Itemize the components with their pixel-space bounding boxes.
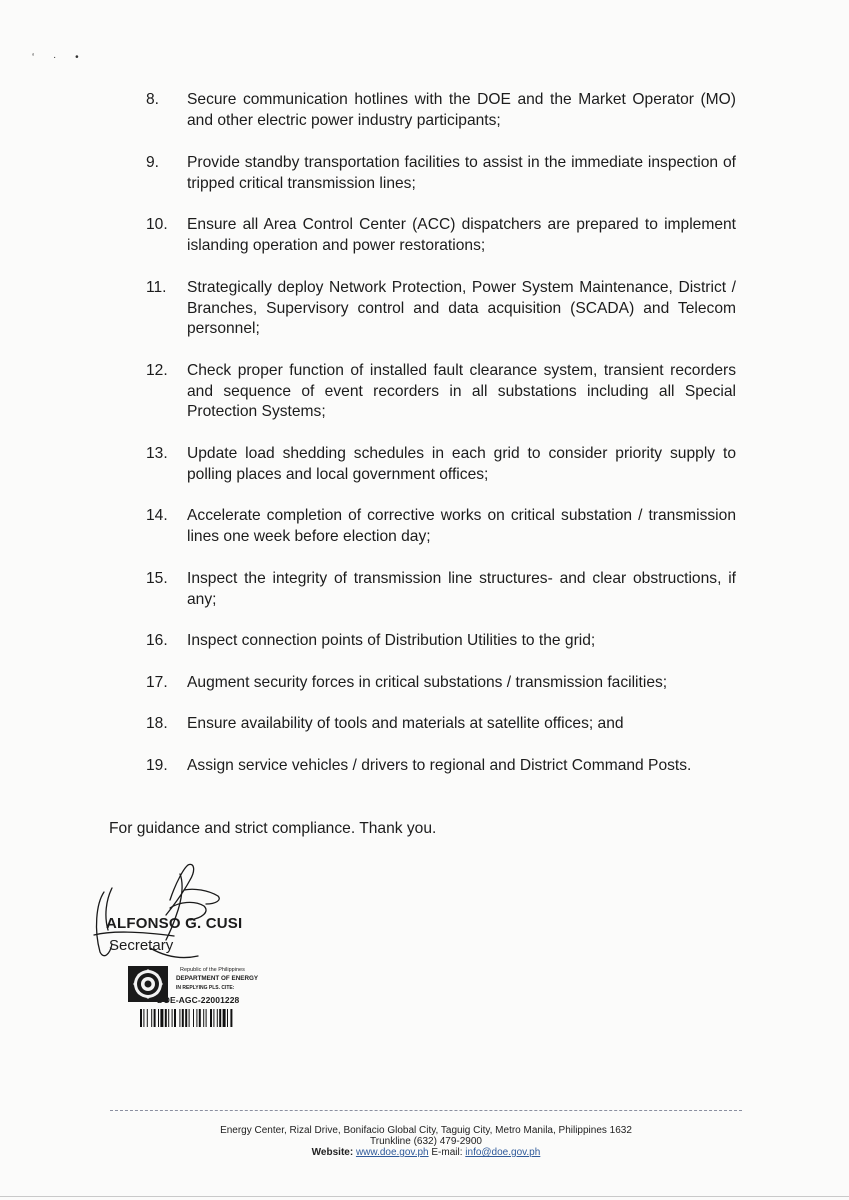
item-number: 16. [146, 632, 168, 649]
item-number: 8. [146, 91, 160, 108]
scan-bottom-edge [0, 1196, 849, 1197]
item-number: 18. [146, 715, 168, 732]
item-text: Update load shedding schedules in each grid to consider priority supply to polling places and local government offices; [187, 445, 736, 483]
list-item [146, 756, 736, 777]
email-link[interactable]: info@doe.gov.ph [465, 1147, 541, 1158]
footer-contact [110, 1147, 742, 1158]
signatory-name: ALFONSO G. CUSI [106, 915, 243, 932]
stamp-department-text: DEPARTMENT OF ENERGY [176, 975, 259, 982]
item-text: Ensure all Area Control Center (ACC) dispatchers are prepared to implement islanding operation and power restorations; [187, 216, 736, 254]
list-item [146, 631, 736, 652]
scan-artifact-marks: ‘ · • [32, 52, 87, 63]
item-text: Provide standby transportation facilities to assist in the immediate inspection of tripped critical transmission lines; [187, 154, 736, 192]
footer [110, 1125, 742, 1158]
signatory-title: Secretary [109, 937, 174, 954]
email-label: E-mail: [431, 1147, 463, 1158]
list-item [146, 673, 736, 694]
footer-address: Energy Center, Rizal Drive, Bonifacio Global City, Taguig City, Metro Manila, Philippines 1632 [220, 1125, 632, 1136]
item-text: Accelerate completion of corrective works on critical substation / transmission lines one week before election day; [187, 507, 736, 545]
footer-trunkline: Trunkline (632) 479-2900 [370, 1136, 482, 1147]
list-item [146, 90, 736, 131]
list-item [146, 506, 736, 547]
item-text: Assign service vehicles / drivers to regional and District Command Posts. [187, 757, 692, 774]
website-label: Website: [311, 1147, 354, 1158]
item-number: 17. [146, 674, 168, 691]
item-text: Strategically deploy Network Protection, Power System Maintenance, District / Branches, Supervisory control and data acquisition (SCADA) and Telecom personnel; [187, 279, 736, 338]
item-number: 12. [146, 362, 168, 379]
list-item [146, 153, 736, 194]
item-number: 9. [146, 154, 160, 171]
item-number: 11. [146, 279, 167, 296]
stamp-republic-text: Republic of the Philippines [180, 967, 245, 973]
closing-remark: For guidance and strict compliance. Thank you. [109, 820, 437, 837]
item-text: Inspect the integrity of transmission line structures- and clear obstructions, if any; [187, 570, 736, 608]
item-number: 15. [146, 570, 168, 587]
item-text: Augment security forces in critical substations / transmission facilities; [187, 674, 668, 691]
list-item [146, 215, 736, 256]
item-text: Secure communication hotlines with the DOE and the Market Operator (MO) and other electric power industry participants; [187, 91, 736, 129]
item-number: 19. [146, 757, 168, 774]
item-number: 10. [146, 216, 168, 233]
list-item [146, 569, 736, 610]
item-number: 13. [146, 445, 168, 462]
item-text: Inspect connection points of Distribution Utilities to the grid; [187, 632, 596, 649]
list-item [146, 278, 736, 340]
item-text: Ensure availability of tools and materials at satellite offices; and [187, 715, 624, 732]
footer-divider [110, 1110, 742, 1111]
website-link[interactable]: www.doe.gov.ph [355, 1147, 429, 1158]
item-text: Check proper function of installed fault clearance system, transient recorders and sequence of event recorders in all substations including all Special Protection Systems; [187, 362, 736, 421]
list-item [146, 444, 736, 485]
item-number: 14. [146, 507, 168, 524]
barcode [140, 1009, 266, 1027]
document-reference-code: DOE-AGC-22001228 [157, 995, 240, 1005]
receiving-stamp [128, 962, 273, 1032]
list-item [146, 361, 736, 423]
list-item [146, 714, 736, 735]
stamp-cite-text: IN REPLYING PLS. CITE: [176, 985, 235, 991]
